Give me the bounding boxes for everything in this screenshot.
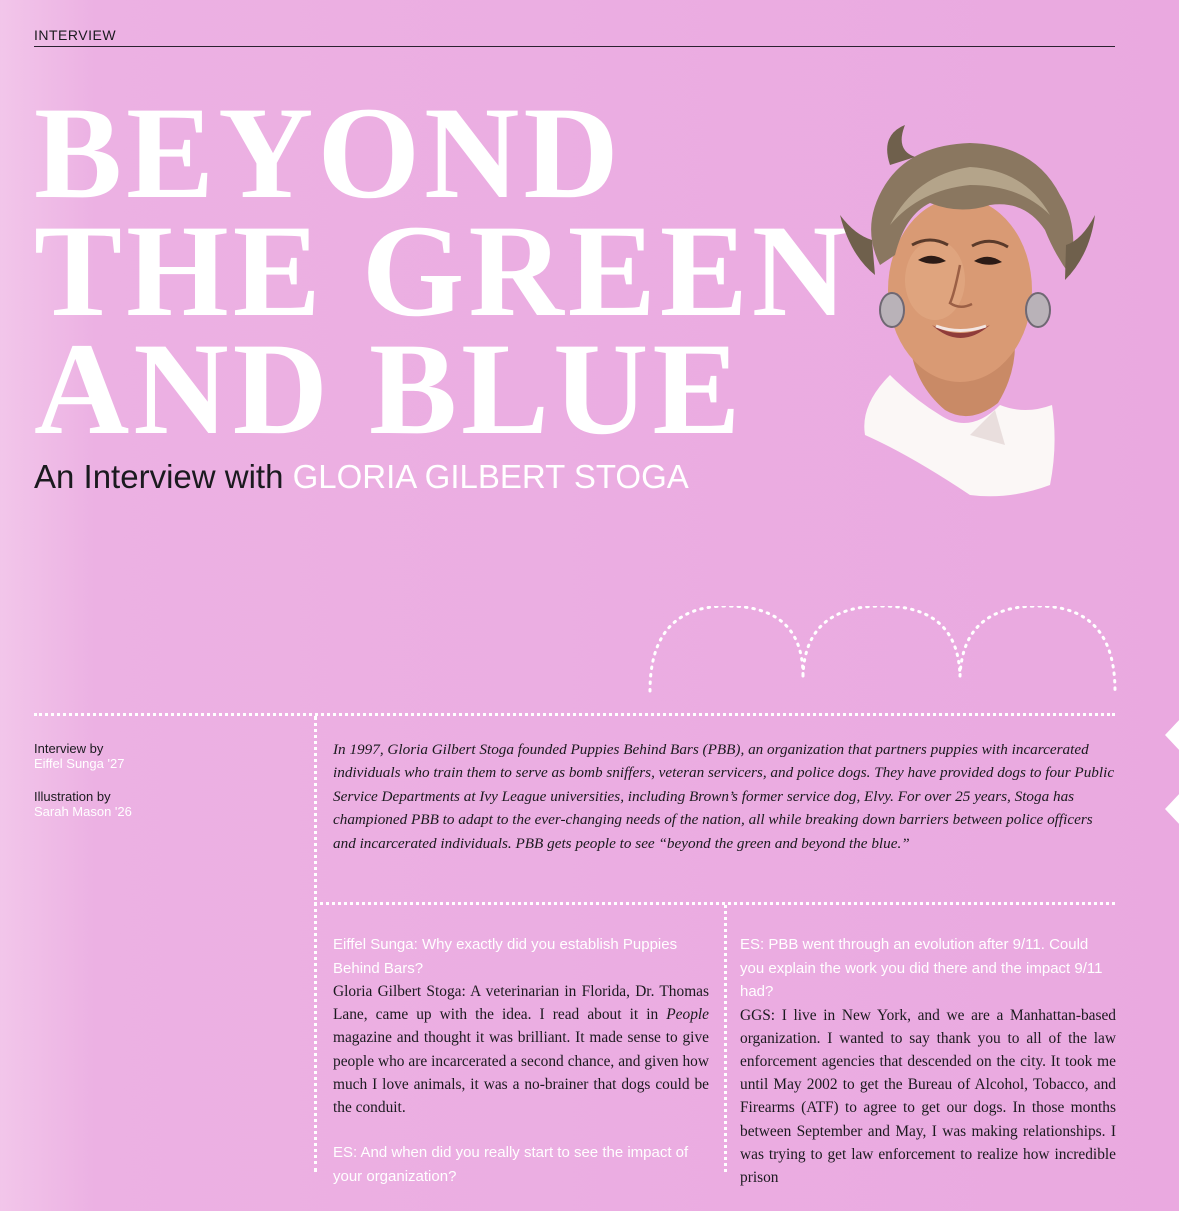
top-rule (34, 46, 1115, 47)
page-tab-1 (1163, 718, 1179, 752)
subtitle-prefix: An Interview with (34, 458, 293, 495)
answer-3: GGS: I live in New York, and we are a Manhattan-based organization. I wanted to say thank you to all of the law enforcement agencies that descended on the city. It took me until May 2002 to get the Bureau of Alcohol, Tobacco, and Firearms (ATF) to agree to get our dogs. In those months between September and May, I was making relationships. I was trying to get law enforcement to realize how incredible prison (740, 1006, 1116, 1186)
page-tab-2 (1163, 792, 1179, 826)
dotted-divider-top (34, 713, 1115, 719)
answer-1-italic: People (666, 1006, 709, 1024)
title-line-3: AND BLUE (34, 315, 745, 462)
article-title (34, 79, 852, 462)
interviewer-name: Eiffel Sunga '27 (34, 756, 125, 771)
portrait-illustration (820, 105, 1110, 505)
dotted-divider-vertical-center (724, 905, 730, 1172)
interview-column-left (333, 933, 709, 1188)
interview-column-right (740, 933, 1116, 1211)
illustrator-name: Sarah Mason '26 (34, 804, 132, 819)
interview-by-label: Interview by (34, 741, 104, 756)
title-line-2: THE GREEN (34, 197, 852, 344)
intro-paragraph: In 1997, Gloria Gilbert Stoga founded Puppies Behind Bars (PBB), an organization that partners puppies with incarcerated individuals who train them to serve as bomb sniffers, veteran servicers, and police dogs. They have provided dogs to four Public Service Departments at Ivy League universities, including Brown’s former service dog, Elvy. For over 25 years, Stoga has championed PBB to adapt to the ever-changing needs of the nation, all while breaking down barriers between police officers and incarcerated individuals. PBB gets people to see “beyond the green and beyond the blue.” (333, 741, 1115, 852)
illustration-by-label: Illustration by (34, 789, 111, 804)
article-subtitle (34, 458, 689, 496)
credits (34, 741, 132, 837)
question-1: Eiffel Sunga: Why exactly did you establish Puppies Behind Bars? (333, 936, 678, 977)
answer-1-text-b: magazine and thought it was brilliant. It made sense to give people who are incarcerated a second chance, and given how much I love animals, it was a no-brainer that dogs could be the conduit. (333, 1029, 709, 1117)
section-label: INTERVIEW (34, 27, 117, 43)
subtitle-name: GLORIA GILBERT STOGA (292, 458, 689, 495)
question-2: ES: And when did you really start to see the impact of your organization? (333, 1144, 689, 1185)
dotted-divider-vertical-left (314, 716, 320, 1172)
dotted-divider-middle (314, 902, 1115, 908)
answer-1-text-a: Gloria Gilbert Stoga: A veterinarian in Florida, Dr. Thomas Lane, came up with the idea. I read about it in (333, 983, 709, 1024)
answer-1 (333, 980, 709, 1119)
title-line-1: BEYOND (34, 79, 623, 226)
question-3: ES: PBB went through an evolution after 9/11. Could you explain the work you did there and the impact 9/11 had? (740, 936, 1103, 1000)
arches-decoration (645, 606, 1120, 706)
